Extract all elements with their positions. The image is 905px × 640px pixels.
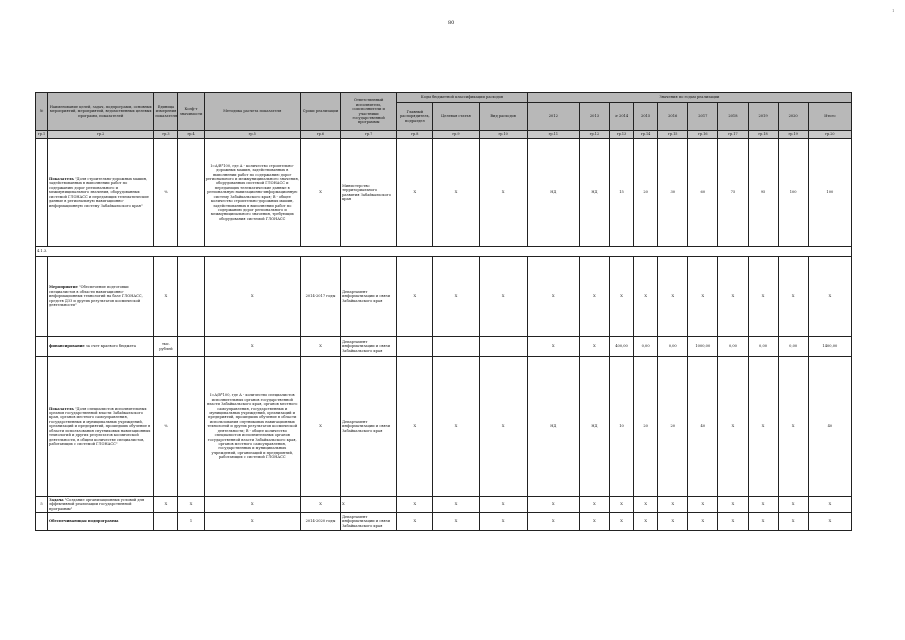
grbs-cell: Х xyxy=(397,513,433,531)
value-cell: Х xyxy=(527,513,579,531)
unit-cell: тыс. рублей xyxy=(154,337,178,357)
column-number: гр.14 xyxy=(634,131,658,139)
year-header: ≥ 2014 xyxy=(610,103,634,131)
value-cell: 60 xyxy=(688,139,718,247)
value-cell: Х xyxy=(808,513,851,531)
program-table xyxy=(35,92,852,531)
method-cell: Х xyxy=(204,513,300,531)
csr-cell: Х xyxy=(433,497,479,513)
value-cell: Х xyxy=(634,257,658,337)
col-name-header: Наименование целей, задач, подпрограмм, основных мероприятий, мероприятий, ведомственных целевых программ, показателей xyxy=(48,93,154,131)
col-term-header: Сроки реализации xyxy=(300,93,340,131)
responsible-cell: Министерство территориального развития Забайкальского края xyxy=(341,139,397,247)
col-grbs-header: Главный распорядитель, подраздел xyxy=(397,103,433,131)
csr-cell: Х xyxy=(433,357,479,497)
value-cell: НД xyxy=(579,357,609,497)
year-header: 2017 xyxy=(688,103,718,131)
value-cell: Х xyxy=(527,337,579,357)
row-name-text: "Доля строительно-дорожных машин, задействованных в выполнении работ по содержанию дорог регионального и межмуниципального значения, оборудованных системой ГЛОНАСС и передающих телематические данные в региональную навигационно-информационную систему Забайкальского края" xyxy=(49,177,149,208)
csr-cell xyxy=(433,337,479,357)
unit-cell: % xyxy=(154,357,178,497)
row-name-type: финансирование xyxy=(49,344,85,349)
value-cell: Х xyxy=(610,513,634,531)
unit-cell: % xyxy=(154,139,178,247)
value-cell: 400,00 xyxy=(610,337,634,357)
value-cell: Х xyxy=(634,497,658,513)
row-name xyxy=(48,257,154,337)
row-name-type: Задача xyxy=(49,497,64,502)
column-number: гр.12 xyxy=(579,131,609,139)
value-cell: Х xyxy=(634,513,658,531)
value-cell: Х xyxy=(778,497,808,513)
row-name-text: "Обеспечение подготовки специалистов в области навигационно-информационных технологий на базе ГЛОНАСС, средств ДЗЗ и других результатов космической деятельности" xyxy=(49,285,143,308)
vr-cell: Х xyxy=(479,513,527,531)
value-cell: Х xyxy=(527,497,579,513)
csr-cell: Х xyxy=(433,257,479,337)
unit-cell: Х xyxy=(154,497,178,513)
value-cell: НД xyxy=(527,139,579,247)
col-coef-header: Коэф-т значимости xyxy=(178,93,204,131)
value-cell: 1000,00 xyxy=(688,337,718,357)
value-cell: Х xyxy=(778,513,808,531)
responsible-cell: Департамент информатизации и связи Забайкальского края xyxy=(341,257,397,337)
grbs-cell: Х xyxy=(397,497,433,513)
column-number: гр.9 xyxy=(433,131,479,139)
value-cell: Х xyxy=(527,257,579,337)
row-name xyxy=(48,357,154,497)
column-number: гр.8 xyxy=(397,131,433,139)
value-cell: Х xyxy=(658,257,688,337)
vr-cell: Х xyxy=(479,497,527,513)
col-no-header: № xyxy=(36,93,48,131)
value-cell: Х xyxy=(610,497,634,513)
value-cell: 75 xyxy=(718,139,748,247)
year-header: 2012 xyxy=(527,103,579,131)
value-cell: 40 xyxy=(688,357,718,497)
responsible-cell: Департамент информатизации и связи Забайкальского края xyxy=(341,513,397,531)
column-number: гр.13 xyxy=(610,131,634,139)
row-name-type: Обеспечивающая подпрограмма xyxy=(49,519,119,524)
value-cell: НД xyxy=(579,139,609,247)
value-cell: Х xyxy=(579,257,609,337)
year-header: 2018 xyxy=(718,103,748,131)
coef-cell xyxy=(178,337,204,357)
row-name xyxy=(48,337,154,357)
row-number: 5 xyxy=(36,497,48,513)
column-number: гр.11 xyxy=(527,131,579,139)
year-header: 2016 xyxy=(658,103,688,131)
vr-cell: Х xyxy=(479,357,527,497)
column-number: гр.4 xyxy=(178,131,204,139)
table-row xyxy=(36,257,852,337)
col-resp-header: Ответственный исполнитель, соисполнители и участники государственной программы xyxy=(341,93,397,131)
value-cell: Х xyxy=(610,257,634,337)
value-cell: Х xyxy=(748,357,778,497)
section-row xyxy=(36,247,852,257)
value-cell: 20 xyxy=(634,357,658,497)
col-csr-header: Целевая статья xyxy=(433,103,479,131)
row-number xyxy=(36,513,48,531)
col-values-header: Значения по годам реализации xyxy=(527,93,851,103)
value-cell: НД xyxy=(527,357,579,497)
table-row xyxy=(36,513,852,531)
term-cell: Х xyxy=(300,497,340,513)
grbs-cell: Х xyxy=(397,357,433,497)
year-header: 2020 xyxy=(778,103,808,131)
col-vr-header: Вид расходов xyxy=(479,103,527,131)
value-cell: 20 xyxy=(634,139,658,247)
table-row xyxy=(36,497,852,513)
col-budget-header: Коды бюджетной классификации расходов xyxy=(397,93,527,103)
value-cell: Х xyxy=(808,257,851,337)
total-header: Итого xyxy=(808,103,851,131)
method-cell: Х xyxy=(204,257,300,337)
column-number: гр.5 xyxy=(204,131,300,139)
csr-cell: Х xyxy=(433,139,479,247)
value-cell: Х xyxy=(688,513,718,531)
value-cell: 100 xyxy=(808,139,851,247)
row-name-text: за счет краевого бюджета xyxy=(84,344,136,349)
column-number: гр.16 xyxy=(688,131,718,139)
value-cell: Х xyxy=(579,513,609,531)
term-cell: 2014-2020 годы xyxy=(300,513,340,531)
row-name-type: Показатель xyxy=(49,177,74,182)
value-cell: 1400,00 xyxy=(808,337,851,357)
vr-cell xyxy=(479,337,527,357)
value-cell: Х xyxy=(718,357,748,497)
term-cell: Х xyxy=(300,139,340,247)
coef-cell xyxy=(178,257,204,337)
unit-cell: Х xyxy=(154,257,178,337)
value-cell: Х xyxy=(718,513,748,531)
value-cell: Х xyxy=(778,357,808,497)
row-number xyxy=(36,337,48,357)
value-cell: Х xyxy=(778,257,808,337)
column-number: гр.18 xyxy=(748,131,778,139)
column-number: гр.1 xyxy=(36,131,48,139)
page-number: 80 xyxy=(448,20,455,26)
value-cell: Х xyxy=(658,497,688,513)
column-number: гр.2 xyxy=(48,131,154,139)
value-cell: Х xyxy=(748,513,778,531)
section-number: 4.1.3. xyxy=(36,247,852,257)
row-name-type: Показатель xyxy=(49,406,74,411)
value-cell: Х xyxy=(748,257,778,337)
column-number: гр.3 xyxy=(154,131,178,139)
value-cell: Х xyxy=(718,257,748,337)
grbs-cell xyxy=(397,337,433,357)
csr-cell: Х xyxy=(433,513,479,531)
column-number: гр.15 xyxy=(658,131,688,139)
term-cell: 2014-2017 годы xyxy=(300,257,340,337)
value-cell: 100 xyxy=(778,139,808,247)
value-cell: 10 xyxy=(610,357,634,497)
method-cell: I=A/B*100, где А - количество специалистов исполнительных органов государственной власти Забайкальского края, органов местного самоуправления, государственных и муниципальных учреждений, организаций и предприятий, прошедших обучение в области использования спутниковых навигационных технологий и других результатов космической деятельности; В - общее количество специалистов исполнительных органов государственной власти Забайкальского края, органов местного самоуправления, государственных и муниципальных учреждений, организаций и предприятий, работающих с системой ГЛОНАСС xyxy=(204,357,300,497)
value-cell: Х xyxy=(748,497,778,513)
row-name xyxy=(48,513,154,531)
value-cell: 0,00 xyxy=(634,337,658,357)
responsible-cell: Департамент информатизации и связи Забайкальского края xyxy=(341,337,397,357)
year-header: 2013 xyxy=(579,103,609,131)
table-row xyxy=(36,139,852,247)
coef-cell xyxy=(178,139,204,247)
row-name-text: "Доля специалистов исполнительных органов государственной власти Забайкальского края, органов местного самоуправления, государственных и муниципальных учреждений, организаций и предприятий, прошедших обучение в области использования спутниковых навигационных технологий и других результатов космической деятельности, в общем количестве специалистов, работающих с системой ГЛОНАСС" xyxy=(49,406,151,446)
row-name xyxy=(48,139,154,247)
year-header: 2015 xyxy=(634,103,658,131)
coef-cell: Х xyxy=(178,497,204,513)
table-row xyxy=(36,337,852,357)
method-cell: I=A/B*100, где А - количество строительно-дорожных машин, задействованных в выполнении работ по содержанию дорог регионального и межмуниципального значения, оборудованных системой ГЛОНАСС и передающих телематические данные в региональную навигационно-информационную систему Забайкальского края; В - общее количество строительно-дорожных машин, задействованных в выполнении работ по содержанию дорог регионального и межмуниципального значения, требующих оборудования системой ГЛОНАСС xyxy=(204,139,300,247)
column-number: гр.7 xyxy=(341,131,397,139)
column-number: гр.19 xyxy=(778,131,808,139)
method-cell: Х xyxy=(204,337,300,357)
column-number-row xyxy=(36,131,852,139)
row-name-type: Мероприятие xyxy=(49,285,78,290)
value-cell: 0,00 xyxy=(778,337,808,357)
row-number xyxy=(36,257,48,337)
unit-cell xyxy=(154,513,178,531)
value-cell: 0,00 xyxy=(658,337,688,357)
value-cell: Х xyxy=(688,497,718,513)
year-header: 2019 xyxy=(748,103,778,131)
method-cell: Х xyxy=(204,497,300,513)
grbs-cell: Х xyxy=(397,139,433,247)
col-unit-header: Единица измерения показателя xyxy=(154,93,178,131)
value-cell: Х xyxy=(808,497,851,513)
column-number: гр.17 xyxy=(718,131,748,139)
row-number xyxy=(36,139,48,247)
col-method-header: Методика расчета показателя xyxy=(204,93,300,131)
term-cell: Х xyxy=(300,357,340,497)
vr-cell: Х xyxy=(479,257,527,337)
value-cell: 20 xyxy=(658,357,688,497)
coef-cell: 1 xyxy=(178,513,204,531)
coef-cell xyxy=(178,357,204,497)
value-cell: 40 xyxy=(808,357,851,497)
value-cell: 15 xyxy=(610,139,634,247)
responsible-cell: Департамент информатизации и связи Забайкальского края xyxy=(341,357,397,497)
grbs-cell: Х xyxy=(397,257,433,337)
column-number: гр.20 xyxy=(808,131,851,139)
value-cell: Х xyxy=(579,497,609,513)
column-number: гр.10 xyxy=(479,131,527,139)
value-cell: Х xyxy=(688,257,718,337)
edge-mark: 1 xyxy=(892,8,895,13)
column-number: гр.6 xyxy=(300,131,340,139)
row-name xyxy=(48,497,154,513)
value-cell: 0,00 xyxy=(748,337,778,357)
row-number xyxy=(36,357,48,497)
value-cell: 95 xyxy=(748,139,778,247)
table-row xyxy=(36,357,852,497)
value-cell: 0,00 xyxy=(718,337,748,357)
responsible-cell: Х xyxy=(341,497,397,513)
vr-cell: Х xyxy=(479,139,527,247)
value-cell: 30 xyxy=(658,139,688,247)
value-cell: Х xyxy=(579,337,609,357)
row-name-text: "Создание организационных условий для эффективной реализации государственной программы" xyxy=(49,497,145,511)
value-cell: Х xyxy=(658,513,688,531)
term-cell: Х xyxy=(300,337,340,357)
value-cell: Х xyxy=(718,497,748,513)
